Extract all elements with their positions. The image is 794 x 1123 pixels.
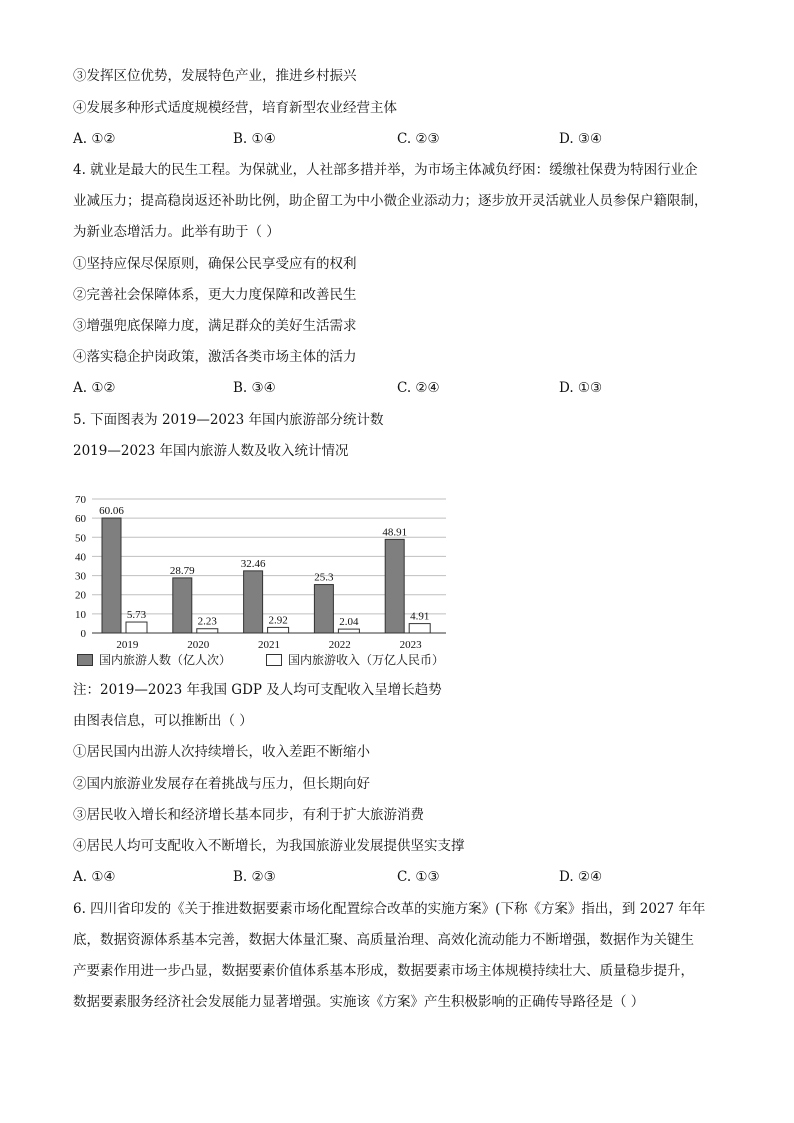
q4-statement-4: ④落实稳企护岗政策，激活各类市场主体的活力 [73, 349, 357, 365]
legend-item-revenue [266, 651, 444, 669]
x-tick-label: 2021 [258, 639, 280, 651]
y-tick-label: 30 [75, 570, 86, 583]
q5-statement-2: ②国内旅游业发展存在着挑战与压力，但长期向好 [73, 776, 370, 792]
y-tick-label: 0 [80, 628, 86, 640]
q4-stem-line-3: 为新业态增活力。此举有助于（ ） [73, 224, 280, 240]
legend-label-visitors: 国内旅游人数（亿人次） [99, 653, 232, 667]
q6-stem-line-1: 6. 四川省印发的《关于推进数据要素市场化配置综合改革的实施方案》(下称《方案》指出，到 2027 年年 [73, 901, 706, 917]
x-tick-label: 2022 [328, 639, 351, 651]
q3-option-c[interactable]: C. ②③ [397, 131, 440, 147]
bar-visitors [314, 585, 333, 633]
legend-swatch-white [266, 654, 282, 666]
q3-option-a[interactable]: A. ①② [73, 131, 116, 147]
legend-item-visitors [77, 651, 231, 669]
q4-option-d[interactable]: D. ①③ [559, 380, 603, 396]
q4-option-c[interactable]: C. ②④ [397, 380, 440, 396]
bar-revenue [197, 629, 218, 633]
data-label-revenue: 2.92 [268, 614, 288, 627]
legend-swatch-gray [77, 654, 93, 666]
q5-ask: 由图表信息，可以推断出（ ） [73, 713, 253, 729]
bar-visitors [173, 578, 192, 633]
q5-statement-3: ③居民收入增长和经济增长基本同步，有利于扩大旅游消费 [73, 807, 424, 823]
q5-statement-1: ①居民国内出游人次持续增长，收入差距不断缩小 [73, 744, 370, 760]
tourism-bar-chart [60, 480, 460, 652]
q3-option-d[interactable]: D. ③④ [559, 131, 603, 147]
q6-stem-line-2: 底，数据资源体系基本完善，数据大体量汇聚、高质量治理、高效化流动能力不断增强，数据作为关键生 [73, 932, 694, 948]
data-label-revenue: 2.04 [339, 616, 359, 629]
x-tick-label: 2020 [187, 639, 210, 651]
chart-title: 2019—2023 年国内旅游人数及收入统计情况 [73, 443, 349, 459]
q5-option-c[interactable]: C. ①③ [397, 869, 440, 885]
q4-option-a[interactable]: A. ①② [73, 380, 116, 396]
q6-stem-line-4: 数据要素服务经济社会发展能力显著增强。实施该《方案》产生积极影响的正确传导路径是（ ） [73, 994, 645, 1010]
q4-statement-3: ③增强兜底保障力度，满足群众的美好生活需求 [73, 318, 357, 334]
data-label-revenue: 4.91 [410, 610, 430, 623]
legend-label-revenue: 国内旅游收入（万亿人民币） [288, 653, 445, 667]
q4-option-b[interactable]: B. ③④ [233, 380, 276, 396]
bar-revenue [338, 629, 359, 633]
y-tick-label: 10 [75, 608, 86, 621]
q5-statement-4: ④居民人均可支配收入不断增长，为我国旅游业发展提供坚实支撑 [73, 838, 465, 854]
q3-options [73, 129, 713, 149]
q5-option-d[interactable]: D. ②④ [559, 869, 603, 885]
y-tick-label: 50 [75, 532, 86, 545]
q4-statement-1: ①坚持应保尽保原则，确保公民享受应有的权利 [73, 256, 357, 272]
q5-options [73, 867, 713, 887]
bar-visitors [385, 539, 404, 633]
q6-stem-line-3: 产要素作用进一步凸显，数据要素价值体系基本形成，数据要素市场主体规模持续壮大、质量稳步提升， [73, 963, 694, 979]
q4-stem-line-2: 业减压力；提高稳岗返还补助比例，助企留工为中小微企业添动力；逐步放开灵活就业人员参保户籍限制， [73, 193, 708, 209]
bar-revenue [409, 624, 430, 633]
q4-statement-2: ②完善社会保障体系，更大力度保障和改善民生 [73, 287, 357, 303]
data-label-visitors: 60.06 [99, 505, 124, 518]
data-label-revenue: 5.73 [126, 609, 147, 622]
q5-option-a[interactable]: A. ①④ [73, 869, 116, 885]
q5-option-b[interactable]: B. ②③ [233, 869, 276, 885]
q5-note: 注：2019—2023 年我国 GDP 及人均可支配收入呈增长趋势 [73, 682, 442, 698]
bar-revenue [126, 622, 147, 633]
y-tick-label: 70 [75, 494, 86, 506]
y-tick-label: 20 [75, 589, 86, 602]
data-label-visitors: 48.91 [382, 526, 408, 539]
data-label-visitors: 32.46 [240, 557, 266, 570]
data-label-visitors: 25.3 [314, 571, 334, 584]
q3-option-b[interactable]: B. ①④ [233, 131, 276, 147]
x-tick-label: 2019 [116, 639, 139, 651]
bar-visitors [244, 571, 263, 633]
data-label-visitors: 28.79 [169, 564, 195, 577]
q4-stem-line-1: 4. 就业是最大的民生工程。为保就业，人社部多措并举，为市场主体减负纾困：缓缴社保费为特困行业企 [73, 162, 698, 178]
bar-revenue [268, 627, 289, 633]
q4-options [73, 378, 713, 398]
q5-stem-line-1: 5. 下面图表为 2019—2023 年国内旅游部分统计数 [73, 412, 384, 428]
q3-statement-4: ④发展多种形式适度规模经营，培育新型农业经营主体 [73, 100, 397, 116]
x-tick-label: 2023 [399, 639, 422, 651]
q3-statement-3: ③发挥区位优势，发展特色产业，推进乡村振兴 [73, 68, 357, 84]
bar-visitors [102, 518, 121, 633]
y-tick-label: 60 [75, 513, 86, 526]
data-label-revenue: 2.23 [197, 615, 217, 628]
y-tick-label: 40 [75, 551, 86, 564]
